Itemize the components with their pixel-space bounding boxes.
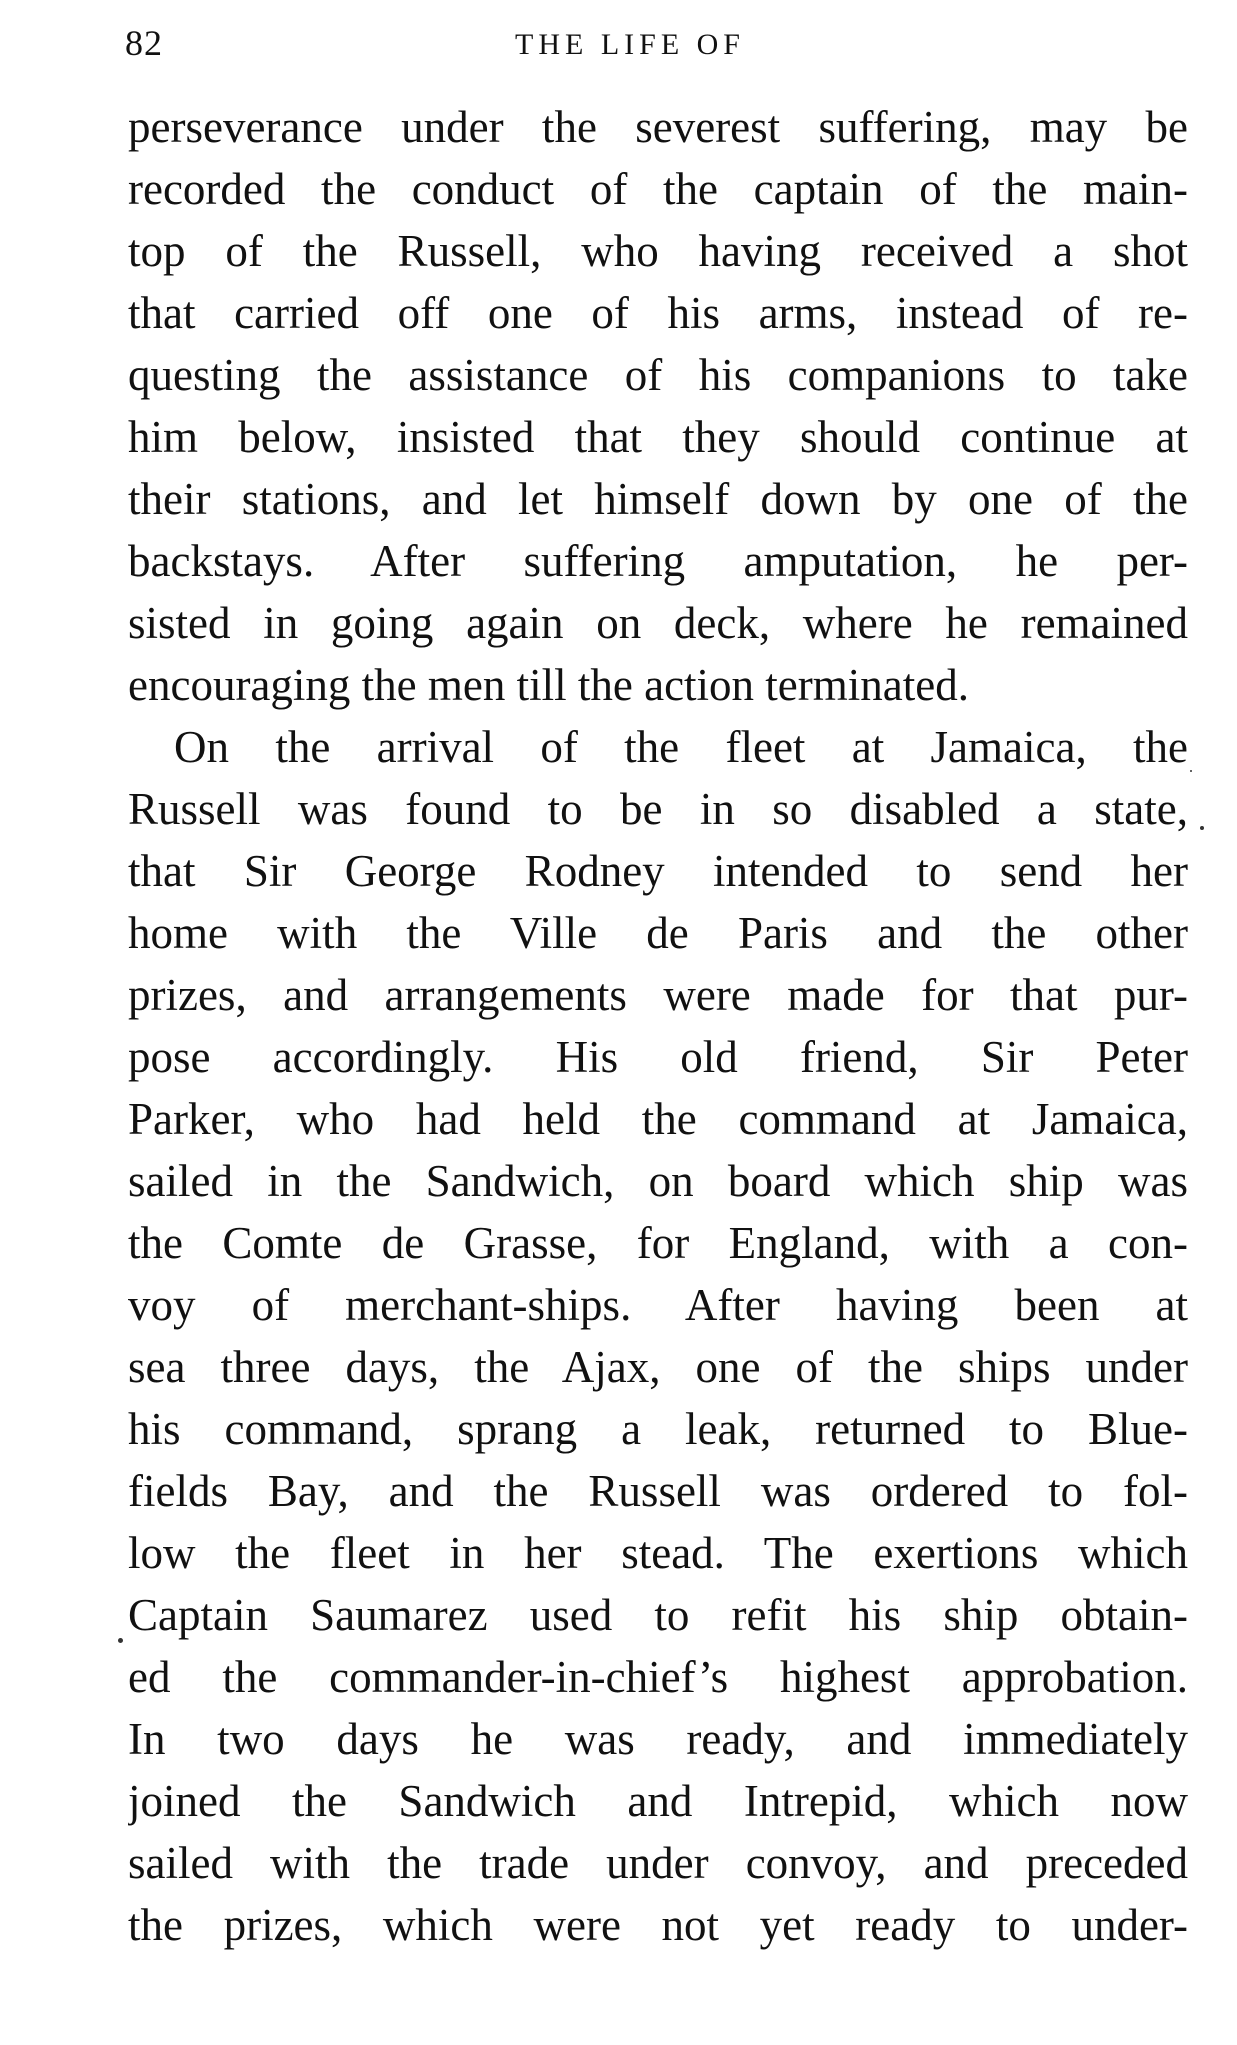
paragraph-first-line: On the arrival of the fleet at Jamaica, the [174, 722, 1188, 772]
text-line: Russell was found to be in so disabled a state, [128, 784, 1188, 834]
text-line: voy of merchant-ships. After having been at [128, 1280, 1188, 1330]
text-line: him below, insisted that they should continue at [128, 412, 1188, 462]
text-line: sailed with the trade under convoy, and preceded [128, 1838, 1188, 1888]
text-line: Parker, who had held the command at Jamaica, [128, 1094, 1188, 1144]
text-line: sea three days, the Ajax, one of the ships under [128, 1342, 1188, 1392]
text-line: In two days he was ready, and immediately [128, 1714, 1188, 1764]
text-line: recorded the conduct of the captain of the main- [128, 164, 1188, 214]
paper-speck [118, 1638, 123, 1643]
text-line: questing the assistance of his companions to take [128, 350, 1188, 400]
text-line: perseverance under the severest suffering, may be [128, 102, 1188, 152]
running-title: THE LIFE OF [515, 28, 745, 61]
text-line: top of the Russell, who having received a shot [128, 226, 1188, 276]
text-line: his command, sprang a leak, returned to Blue- [128, 1404, 1188, 1454]
text-line: prizes, and arrangements were made for that pur- [128, 970, 1188, 1020]
text-line: backstays. After suffering amputation, he per- [128, 536, 1188, 586]
text-line: sailed in the Sandwich, on board which ship was [128, 1156, 1188, 1206]
text-line: joined the Sandwich and Intrepid, which now [128, 1776, 1188, 1826]
text-line: encouraging the men till the action terminated. [128, 660, 969, 710]
text-line: sisted in going again on deck, where he remained [128, 598, 1188, 648]
paper-speck [1200, 826, 1204, 830]
text-line: that Sir George Rodney intended to send her [128, 846, 1188, 896]
text-line: low the fleet in her stead. The exertions which [128, 1528, 1188, 1578]
paper-speck [1190, 770, 1192, 772]
text-line: home with the Ville de Paris and the other [128, 908, 1188, 958]
text-line: the prizes, which were not yet ready to under- [128, 1900, 1188, 1950]
text-line: Captain Saumarez used to refit his ship obtain- [128, 1590, 1188, 1640]
text-line: that carried off one of his arms, instead of re- [128, 288, 1188, 338]
text-line: fields Bay, and the Russell was ordered to fol- [128, 1466, 1188, 1516]
body-text [128, 96, 1188, 1956]
text-line: their stations, and let himself down by one of the [128, 474, 1188, 524]
running-head [125, 22, 1185, 66]
text-line: ed the commander-in-chief’s highest approbation. [128, 1652, 1188, 1702]
page-number: 82 [125, 23, 163, 63]
text-line: the Comte de Grasse, for England, with a con- [128, 1218, 1188, 1268]
text-line: pose accordingly. His old friend, Sir Peter [128, 1032, 1188, 1082]
